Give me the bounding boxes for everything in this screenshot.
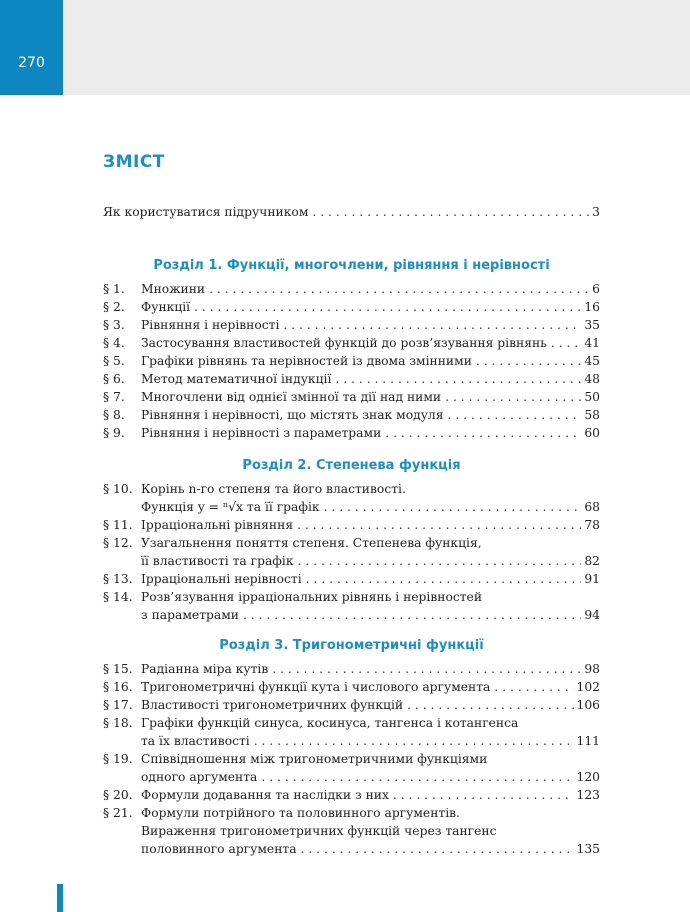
- toc-title: ЗМІСТ: [103, 152, 165, 172]
- toc-entry-text: та їх властивості: [141, 734, 250, 748]
- toc-row-continued[interactable]: [103, 606, 600, 624]
- leader-dots: [448, 406, 582, 424]
- toc-row-continued[interactable]: [103, 768, 600, 786]
- toc-number: § 15.: [103, 662, 133, 676]
- toc-row-continued[interactable]: [103, 552, 600, 570]
- leader-dots: [476, 352, 581, 370]
- toc-row[interactable]: [103, 786, 600, 804]
- toc-entry-text: Застосування властивостей функцій до розв’язування рівнянь: [141, 336, 547, 350]
- page-number: 270: [18, 55, 45, 71]
- toc-entry-text: Многочлени від однієї змінної та дії над ними: [141, 390, 442, 404]
- toc-row[interactable]: [103, 804, 600, 822]
- header-band: [0, 0, 690, 95]
- toc-page: 94: [584, 608, 600, 622]
- page-number-tab: [0, 0, 63, 95]
- leader-dots: [298, 552, 582, 570]
- section-heading-1: Розділ 1. Функції, многочлени, рівняння і нерівності: [153, 258, 550, 273]
- toc-entry-text: Розв’язування ірраціональних рівнянь і нерівностей: [141, 590, 483, 604]
- toc-number: § 17.: [103, 698, 133, 712]
- leader-dots: [335, 370, 581, 388]
- toc-entry-text: Функція y = ⁿ√x та її графік: [141, 500, 320, 514]
- toc-row[interactable]: [103, 334, 600, 352]
- toc-page: 102: [576, 680, 600, 694]
- toc-entry-text: з параметрами: [141, 608, 239, 622]
- toc-page: 111: [576, 734, 600, 748]
- toc-number: § 16.: [103, 680, 133, 694]
- leader-dots: [551, 334, 582, 352]
- leader-dots: [494, 678, 573, 696]
- footer-accent-bar: [57, 884, 63, 912]
- toc-page: 68: [584, 500, 600, 514]
- toc-entry-text: Корінь n-го степеня та його властивості.: [141, 482, 406, 496]
- leader-dots: [283, 316, 581, 334]
- toc-entry-text: Метод математичної індукції: [141, 372, 332, 386]
- toc-entry-text: Рівняння і нерівності: [141, 318, 280, 332]
- toc-page: 6: [592, 282, 600, 296]
- toc-page: 35: [584, 318, 600, 332]
- leader-dots: [393, 786, 574, 804]
- toc-page: 3: [592, 205, 600, 219]
- toc-entry-text: Радіанна міра кутів: [141, 662, 269, 676]
- toc-page: 16: [584, 300, 600, 314]
- leader-dots: [261, 768, 573, 786]
- toc-row[interactable]: [103, 516, 600, 534]
- toc-number: § 3.: [103, 318, 125, 332]
- toc-row-continued[interactable]: [103, 732, 600, 750]
- toc-entry-text: Функції: [141, 300, 191, 314]
- leader-dots: [445, 388, 581, 406]
- toc-entry-text: Тригонометричні функції кута і числового аргумента: [141, 680, 491, 694]
- toc-number: § 13.: [103, 572, 133, 586]
- leader-dots: [324, 498, 582, 516]
- toc-page: 58: [584, 408, 600, 422]
- leader-dots: [385, 424, 581, 442]
- toc-page: 50: [584, 390, 600, 404]
- toc-entry-text: її властивості та графік: [141, 554, 294, 568]
- toc-row[interactable]: [103, 280, 600, 298]
- toc-number: § 12.: [103, 536, 133, 550]
- toc-intro-row[interactable]: [103, 203, 600, 221]
- toc-row[interactable]: [103, 298, 600, 316]
- leader-dots: [209, 280, 589, 298]
- toc-row-continued[interactable]: [103, 822, 600, 840]
- toc-page: 98: [584, 662, 600, 676]
- toc-number: § 10.: [103, 482, 133, 496]
- toc-page: 123: [576, 788, 600, 802]
- toc-page: 78: [584, 518, 600, 532]
- section-heading-2: Розділ 2. Степенева функція: [242, 458, 461, 473]
- toc-page: 120: [576, 770, 600, 784]
- toc-number: § 6.: [103, 372, 125, 386]
- toc-entry-text: Ірраціональні нерівності: [141, 572, 302, 586]
- toc-number: § 5.: [103, 354, 125, 368]
- leader-dots: [272, 660, 581, 678]
- toc-number: § 4.: [103, 336, 125, 350]
- toc-entry-text: половинного аргумента: [141, 842, 297, 856]
- toc-row[interactable]: [103, 714, 600, 732]
- toc-entry-text: Властивості тригонометричних функцій: [141, 698, 404, 712]
- toc-entry-text: Узагальнення поняття степеня. Степенева функція,: [141, 536, 482, 550]
- toc-number: § 1.: [103, 282, 125, 296]
- toc-entry-text: Рівняння і нерівності з параметрами: [141, 426, 382, 440]
- toc-page: 45: [584, 354, 600, 368]
- leader-dots: [194, 298, 581, 316]
- toc-number: § 8.: [103, 408, 125, 422]
- toc-entry-text: Формули потрійного та половинного аргументів.: [141, 806, 460, 820]
- toc-number: § 18.: [103, 716, 133, 730]
- leader-dots: [243, 606, 581, 624]
- toc-row[interactable]: [103, 660, 600, 678]
- toc-entry-text: Як користуватися підручником: [103, 205, 309, 219]
- toc-number: § 11.: [103, 518, 133, 532]
- toc-number: § 2.: [103, 300, 125, 314]
- toc-entry-text: Графіки функцій синуса, косинуса, тангенса і котангенса: [141, 716, 519, 730]
- leader-dots: [407, 696, 573, 714]
- toc-row[interactable]: [103, 570, 600, 588]
- toc-number: § 20.: [103, 788, 133, 802]
- toc-page: 48: [584, 372, 600, 386]
- toc-entry-text: Рівняння і нерівності, що містять знак модуля: [141, 408, 444, 422]
- toc-page: 91: [584, 572, 600, 586]
- toc-page: 60: [584, 426, 600, 440]
- toc-row-continued[interactable]: [103, 840, 600, 858]
- toc-row-continued[interactable]: [103, 498, 600, 516]
- toc-entry-text: Множини: [141, 282, 206, 296]
- leader-dots: [297, 516, 581, 534]
- toc-row[interactable]: [103, 678, 600, 696]
- toc-row[interactable]: [103, 316, 600, 334]
- toc-row[interactable]: [103, 352, 600, 370]
- toc-number: § 19.: [103, 752, 133, 766]
- leader-dots: [254, 732, 574, 750]
- toc-row[interactable]: [103, 750, 600, 768]
- toc-entry-text: Вираження тригонометричних функцій через тангенс: [141, 824, 497, 838]
- toc-entry-text: Співвідношення між тригонометричними функціями: [141, 752, 488, 766]
- toc-row[interactable]: [103, 588, 600, 606]
- leader-dots: [301, 840, 574, 858]
- toc-entry-text: Ірраціональні рівняння: [141, 518, 294, 532]
- toc-row[interactable]: [103, 370, 600, 388]
- toc-number: § 7.: [103, 390, 125, 404]
- toc-number: § 21.: [103, 806, 133, 820]
- section-heading-3: Розділ 3. Тригонометричні функції: [219, 638, 484, 653]
- toc-entry-text: одного аргумента: [141, 770, 258, 784]
- toc-row[interactable]: [103, 480, 600, 498]
- toc-entry-text: Формули додавання та наслідки з них: [141, 788, 389, 802]
- toc-page: 41: [584, 336, 600, 350]
- toc-row[interactable]: [103, 424, 600, 442]
- leader-dots: [306, 570, 582, 588]
- toc-number: § 14.: [103, 590, 133, 604]
- leader-dots: [312, 203, 589, 221]
- toc-page: 106: [576, 698, 600, 712]
- toc-page: 82: [584, 554, 600, 568]
- toc-row[interactable]: [103, 388, 600, 406]
- toc-row[interactable]: [103, 534, 600, 552]
- toc-row[interactable]: [103, 406, 600, 424]
- toc-page: 135: [576, 842, 600, 856]
- toc-number: § 9.: [103, 426, 125, 440]
- toc-entry-text: Графіки рівнянь та нерівностей із двома змінними: [141, 354, 472, 368]
- toc-row[interactable]: [103, 696, 600, 714]
